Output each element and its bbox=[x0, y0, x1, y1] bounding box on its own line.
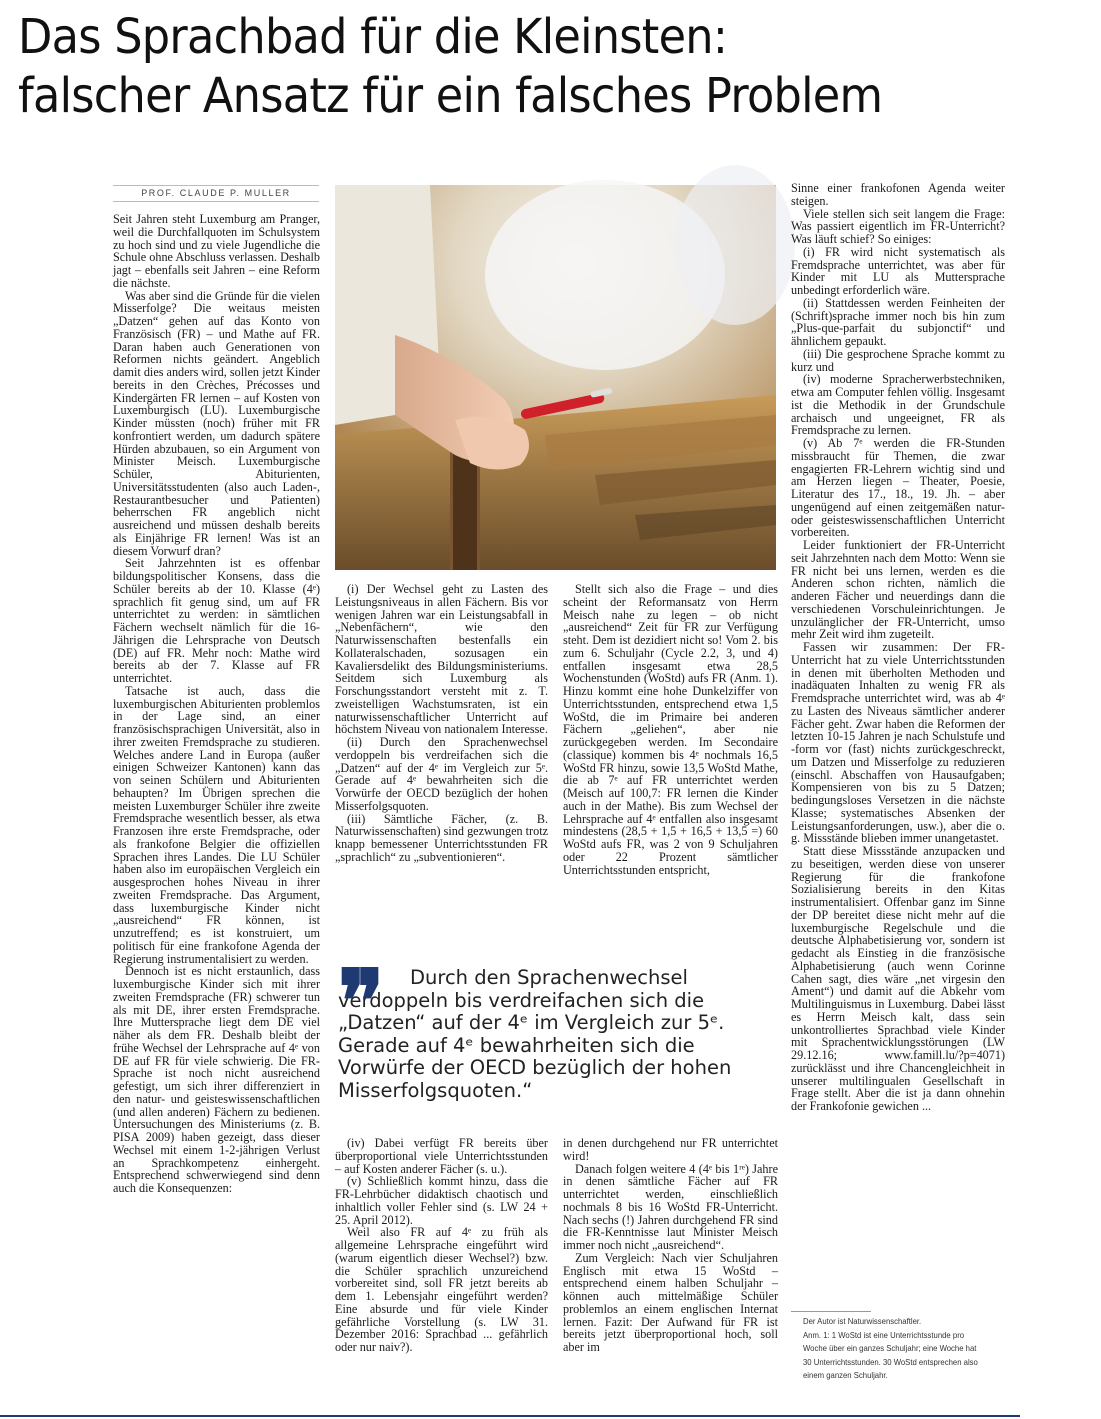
column-2-upper bbox=[335, 583, 548, 864]
paragraph: Zum Vergleich: Nach vier Schuljahren Englisch mit etwa 15 WoStd – entsprechend einem halben Schuljahr – können auch mittelmäßige Schüler problemlos an einem englischen Internat lernen. Fazit: Der Aufwand für FR ist bereits jetzt überproportional hoch, soll aber im bbox=[563, 1250, 778, 1354]
quote-mark-icon: ❞ bbox=[338, 951, 385, 1052]
pull-quote-text: Durch den Sprachenwechsel verdoppeln bis verdreifachen sich die „Datzen“ auf der 4ᵉ im Vergleich zur 5ᵉ. Gerade auf 4ᵉ bewahrheiten sich die Vorwürfe der OECD bezüglich der hohen Misserfolgsquoten.“ bbox=[338, 966, 732, 1102]
paragraph: Danach folgen weitere 4 (4ᵉ bis 1ʳᵉ) Jahre in denen sämtliche Fächer auf FR unterrichtet werden, einschließlich nochmals 8 bis 16 WoStd FR-Unterricht. Nach sechs (!) Jahren durchgehend FR sind die FR-Kenntnisse laut Minister Meisch immer noch nicht „ausreichend“. bbox=[563, 1161, 778, 1252]
paragraph: (ii) Durch den Sprachenwechsel verdoppeln bis verdreifachen sich die „Datzen“ auf der 4ᵉ im Vergleich zur 5ᵉ. Gerade auf 4ᵉ bewahrheiten sich die Vorwürfe der OECD bezüglich der hohen Misserfolgsquoten. bbox=[335, 735, 548, 813]
paragraph: (i) Der Wechsel geht zu Lasten des Leistungsniveaus in allen Fächern. Bis vor wenigen Jahren war ein Leistungsabfall in „Nebenfächern“, wie den Naturwissenschaften bestenfalls ein Kollateralschaden, sozusagen ein Kavaliersdelikt des Bildungsministeriums. Seitdem sich Luxemburg als Forschungsstandort versteht mit z. T. zweistelligen Wachstumsraten, ist ein naturwissenschaftlicher Unterricht auf höchstem Niveau von nationalem Interesse. bbox=[335, 582, 548, 737]
footnotes bbox=[803, 1315, 986, 1383]
paragraph: Was aber sind die Gründe für die vielen Misserfolge? Die weitaus meisten „Datzen“ gehen auf das Konto von Französisch (FR) – und Mathe auf FR. Daran haben auch Generationen von Reformen nichts geändert. Angeblich damit dies anders wird, sollen jetzt Kinder bereits in den Crèches, Précosses und Kindergärten FR lernen – auf Kosten von Luxemburgisch (LU). Luxemburgische Kinder müssten (noch) früher mit FR konfrontiert werden, um dadurch spätere Hürden abzubauen, so ein Argument von Minister Meisch. Luxemburgische Schüler, Abiturienten, Universitätsstudenten (also auch Laden-, Restaurantbesucher und Patienten) beherrschen FR angeblich nicht ausreichend und müssen deshalb bereits als Einjährige FR lernen! Was ist an diesem Vorwurf dran? bbox=[113, 288, 320, 558]
paragraph: Tatsache ist auch, dass die luxemburgischen Abiturienten problemlos in der Lage sind, an einer französischsprachigen Universität, also in ihrer zweiten Fremdsprache zu studieren. Welches andere Land in Europa (außer einigen Schweizer Kantonen) kann das von seinen Schülern und Abiturienten behaupten? Im Übrigen sprechen die meisten Luxemburger Schüler ihre zweite Fremdsprache wesentlich besser, als etwa Franzosen ihre erste Fremdsprache, oder als frankofone Belgier die offiziellen Sprachen ihres Landes. Die LU Schüler haben also im europäischen Vergleich ein ausgesprochen hohes Niveau in ihrer zweiten Fremdsprache. Das Argument, dass luxemburgische Kinder nicht „ausreichend“ FR können, ist unzutreffend; es ist konstruiert, um politisch für eine frankofone Agenda der Regierung instrumentalisiert zu werden. bbox=[113, 683, 320, 966]
footnote-divider bbox=[791, 1311, 871, 1312]
column-3-upper bbox=[563, 583, 778, 876]
paragraph: (i) FR wird nicht systematisch als Fremdsprache unterrichtet, was aber für Kinder mit LU als Muttersprache unbedingt erforderlich wäre. bbox=[791, 244, 1005, 297]
column-3-lower bbox=[563, 1137, 778, 1354]
page-bottom-rule bbox=[0, 1415, 1020, 1417]
column-1 bbox=[113, 213, 320, 1195]
paragraph: (iii) Sämtliche Fächer, (z. B. Naturwissenschaften) sind gezwungen trotz knapp bemessener Unterrichtsstunden FR „sprachlich“ zu „subventionieren“. bbox=[335, 811, 548, 864]
headline-line-1: Das Sprachbad für die Kleinsten: bbox=[18, 9, 728, 65]
paragraph: (iv) moderne Spracherwerbstechniken, etwa am Computer fehlen völlig. Insgesamt ist die Methodik in der Grundschule archaisch und ungeeignet, FR als Fremdsprache zu lernen. bbox=[791, 372, 1005, 438]
paragraph: in denen durchgehend nur FR unterrichtet wird! bbox=[563, 1136, 778, 1163]
paragraph: Fassen wir zusammen: Der FR-Unterricht hat zu viele Unterrichtsstunden in denen mit überholten Methoden und inadäquaten Inhalten zu wenig FR als Fremdsprache unterrichtet wird, was ab 4ᵉ zu Lasten des Niveaus sämtlicher anderer Fächer geht. Zwar haben die Reformen der letzten 10-15 Jahren je nach Schulstufe und -form vor (fast) nichts zurückgeschreckt, um Datzen und Misserfolge zu reduzieren (einschl. Abschaffen von Hausaufgaben; Kompensieren von bis zu 5 Datzen; bedingungsloses Versetzen in die nächste Klasse; systematisches Absenken der Leistungsanforderungen, usw.), aber die o. g. Missstände blieben immer unangetastet. bbox=[791, 640, 1005, 846]
author-note: Der Autor ist Naturwissenschaftler. bbox=[803, 1316, 922, 1326]
photo-credit: (FOTO: SHUTTERSTOCK) bbox=[1092, 540, 1101, 640]
paragraph: (iii) Die gesprochene Sprache kommt zu kurz und bbox=[791, 346, 1005, 374]
paragraph: (ii) Stattdessen werden Feinheiten der (Schrift)sprache immer noch bis hin zum „Plus-que-parfait du subjonctif“ und ähnlichem gepaukt. bbox=[791, 295, 1005, 348]
paragraph: (v) Ab 7ᵉ werden die FR-Stunden missbraucht für Themen, die zwar engagierten FR-Lehrern wichtig sind und am Herzen liegen – Theater, Poesie, Literatur des 17., 18., 19. Jh. – aber ungenügend auf einen zeitgemäßen natur- oder geisteswissenschaftlichen Unterricht vorbereiten. bbox=[791, 436, 1005, 540]
column-4 bbox=[791, 182, 1005, 1113]
paragraph: Dennoch ist es nicht erstaunlich, dass luxemburgische Kinder sich mit ihrer zweiten Fremdsprache (FR) schwerer tun als mit DE, ihrer ersten Fremdsprache. Ihre Muttersprache liegt dem DE viel näher als dem FR. Deshalb bleibt der frühe Wechsel der Lehrsprache auf 4ᵉ von DE auf FR für viele schwierig. Die FR-Sprache ist noch nicht ausreichend gefestigt, um sich ihrer differenziert in den natur- und geisteswissenschaftlichen (und allen anderen) Fächern zu bedienen. Untersuchungen des Ministeriums (z. B. PISA 2009) haben gezeigt, dass dieser Wechsel mit einem 1-2-jährigen Verlust an Sprachkompetenz einhergeht. Entsprechend schwerwiegend sind denn auch die Konsequenzen: bbox=[113, 964, 320, 1195]
paragraph: Sinne einer frankofonen Agenda weiter steigen. bbox=[791, 181, 1005, 208]
paragraph: Weil also FR auf 4ᵉ zu früh als allgemeine Lehrsprache eingeführt wird (warum eigentlich dieser Wechsel?) bzw. die Schüler sprachlich unzureichend vorbereitet sind, soll FR jetzt bereits ab dem 1. Lebensjahr eingeführt werden? Eine absurde und für viele Kinder gefährliche Vorstellung (s. LW 31. Dezember 2016: Sprachbad ... gefährlich oder nur naiv?). bbox=[335, 1225, 548, 1354]
paragraph: (v) Schließlich kommt hinzu, dass die FR-Lehrbücher didaktisch chaotisch und inhaltlich voller Fehler sind (s. LW 24 + 25. April 2012). bbox=[335, 1174, 548, 1227]
classroom-photo-illustration bbox=[335, 185, 776, 570]
paragraph: Statt diese Missstände anzupacken und zu beseitigen, werden diese von unserer Regierung für die frankofone Sozialisierung bereits in den Kitas instrumentalisiert. Offenbar ganz im Sinne der DP bereitet diese nicht mehr auf die luxemburgische Regelschule und die deutsche Alphabetisierung vor, sondern ist gedacht als Einstieg in die französische Alphabetisierung (auch wenn Corinne Cahen sagt, dies wäre „net virgesin den Ament“) und damit auf die Abkehr vom Multilinguismus in Luxemburg. Dabei lässt es Herrn Meisch kalt, dass sein unkontrolliertes Sprachbad viele Kinder mit Sprachentwicklungsstörungen (LW 29.12.16; www.famill.lu/?p=4071) zurücklässt und ihre Chancengleichheit in unserer multilingualen Gesellschaft in Frage stellt. Aber die ist ja dann ohnehin der Frankofonie gewichen ... bbox=[791, 844, 1005, 1113]
column-2-lower bbox=[335, 1137, 548, 1354]
paragraph: Viele stellen sich seit langem die Frage: Was passiert eigentlich im FR-Unterricht? Was läuft schief? So einiges: bbox=[791, 206, 1005, 246]
paragraph: Stellt sich also die Frage – und dies scheint der Reformansatz von Herrn Meisch nahe zu legen – ob nicht „ausreichend“ Zeit für FR zur Verfügung steht. Dem ist dezidiert nicht so! Vom 2. bis zum 6. Schuljahr (Cycle 2.2, 3, und 4) entfallen insgesamt etwa 28,5 Wochenstunden (WoStd) aufs FR (Anm. 1). Hinzu kommt eine hohe Dunkelziffer von Unterrichtsstunden, entsprechend etwa 1,5 WoStd, die im Primaire bei anderen Fächern „geliehen“, aber nie zurückgegeben werden. Im Secondaire (classique) kommen bis 4ᵉ nochmals 16,5 WoStd FR hinzu, sowie 13,5 WoStd Mathe, die ab 7ᵉ auf FR unterrichtet werden (Meisch auf 100,7: FR lernen die Kinder auch in der Mathe). Bis zum Wechsel der Lehrsprache auf 4ᵉ entfallen also insgesamt mindestens (28,5 + 1,5 + 16,5 + 13,5 =) 60 WoStd aufs FR, was 2 von 9 Schuljahren oder 22 Prozent sämtlicher Unterrichtsstunden entspricht, bbox=[563, 582, 778, 877]
paragraph: Seit Jahren steht Luxemburg am Pranger, weil die Durchfallquoten im Schulsystem zu hoch sind und zu viele Jugendliche die Schule ohne Abschluss verlassen. Deshalb jagt – ebenfalls seit Jahren – eine Reform die nächste. bbox=[113, 212, 320, 290]
author-byline: PROF. CLAUDE P. MULLER bbox=[113, 185, 319, 202]
paragraph: (iv) Dabei verfügt FR bereits über überproportional viele Unterrichtsstunden – auf Kosten anderer Fächer (s. u.). bbox=[335, 1136, 548, 1176]
footnote-1: Anm. 1: 1 WoStd ist eine Unterrichtsstunde pro Woche über ein ganzes Schuljahr; eine Woche hat 30 Unterrichtsstunden. 30 WoStd entsprechen also einem ganzen Schuljahr. bbox=[803, 1329, 978, 1381]
paragraph: Seit Jahrzehnten ist es offenbar bildungspolitischer Konsens, dass die Schüler bereits ab der 10. Klasse (4ᵉ) sprachlich fit genug sind, um auf FR unterrichtet zu werden: in sämtlichen Fächern wechselt nämlich für die 16-Jährigen die Lehrsprache von Deutsch (DE) auf FR. Mehr noch: Mathe wird bereits ab der 7. Klasse auf FR unterrichtet. bbox=[113, 556, 320, 685]
headline-line-2: falscher Ansatz für ein falsches Problem bbox=[18, 68, 883, 124]
pull-quote bbox=[338, 951, 778, 1102]
headline bbox=[18, 8, 943, 126]
paragraph: Leider funktioniert der FR-Unterricht seit Jahrzehnten nach dem Motto: Wenn sie FR nicht bei uns lernen, werden es die Anderen schon richten, nämlich die anderen Fächer und neuerdings dann die verschiedenen Vorschuleinrichtungen. Je unzulänglicher der FR-Unterricht, umso mehr Zeit wird ihm zugeteilt. bbox=[791, 538, 1005, 642]
